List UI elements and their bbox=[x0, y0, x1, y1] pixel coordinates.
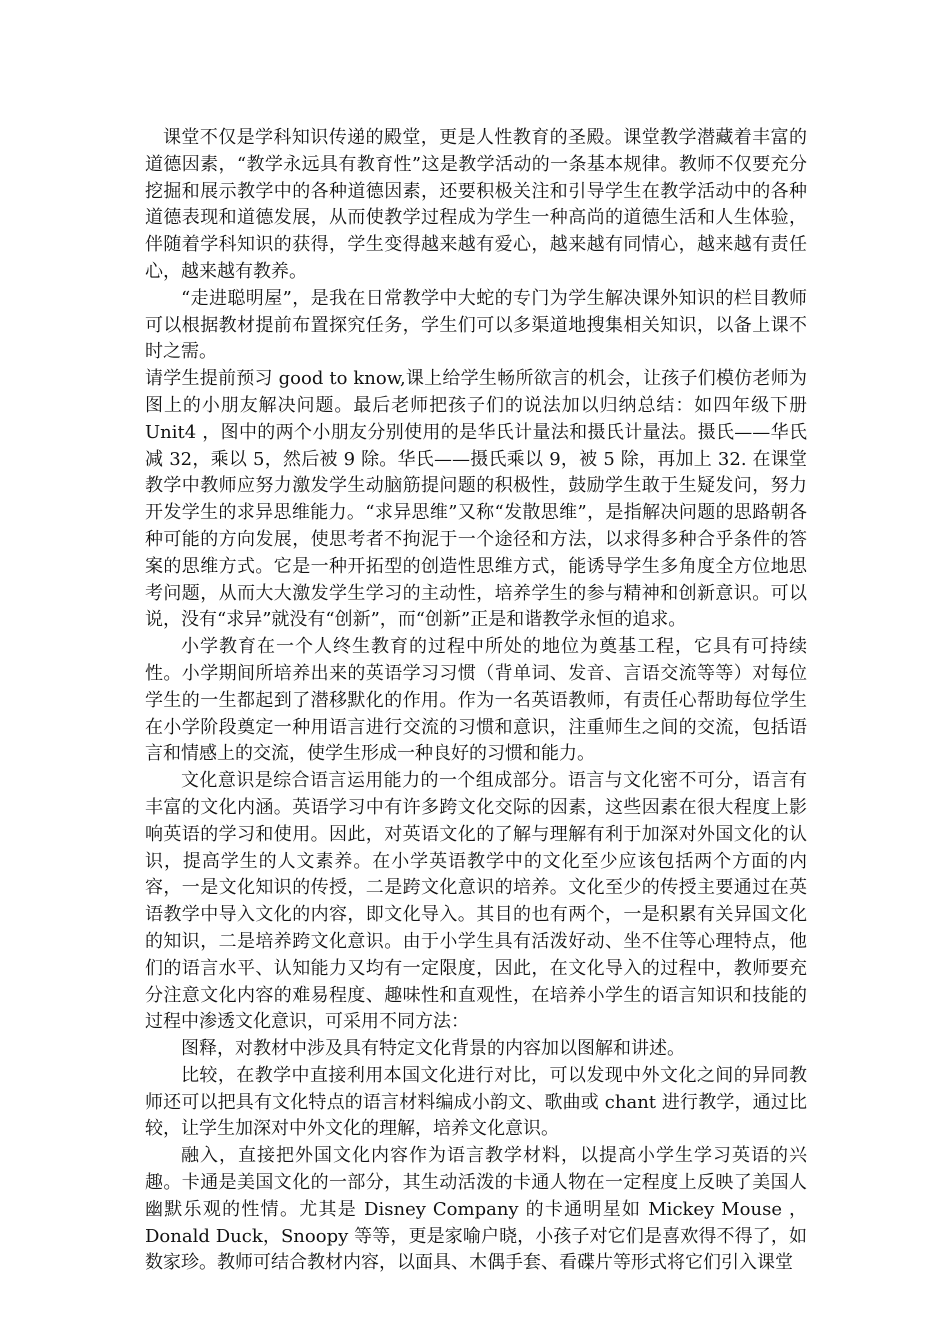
paragraph-comparison-method: 比较，在教学中直接利用本国文化进行对比，可以发现中外文化之间的异同教师还可以把具有文化特点的语言材料编成小韵文、歌曲或 chant 进行教学，通过比较，让学生加深对中外文化的理解，培养文化意识。 bbox=[145, 1064, 807, 1140]
paragraph-cultural-awareness: 文化意识是综合语言运用能力的一个组成部分。语言与文化密不可分，语言有丰富的文化内涵。英语学习中有许多跨文化交际的因素，这些因素在很大程度上影响英语的学习和使用。因此，对英语文化的了解与理解有利于加深对外国文化的认识，提高学生的人文素养。在小学英语教学中的文化至少应该包括两个方面的内容，一是文化知识的传授，二是跨文化意识的培养。文化至少的传授主要通过在英语教学中导入文化的内容，即文化导入。其目的也有两个，一是积累有关异国文化的知识，二是培养跨文化意识。由于小学生具有活泼好动、坐不住等心理特点，他们的语言水平、认知能力又均有一定限度，因此，在文化导入的过程中，教师要充分注意文化内容的难易程度、趣味性和直观性，在培养小学生的语言知识和技能的过程中渗透文化意识，可采用不同方法： bbox=[145, 770, 807, 1033]
paragraph-classroom-moral-education: 课堂不仅是学科知识传递的殿堂，更是人性教育的圣殿。课堂教学潜藏着丰富的道德因素，“教学永远具有教育性”这是教学活动的一条基本规律。教师不仅要充分挖掘和展示教学中的各种道德因素，还要积极关注和引导学生在教学活动中的各种道德表现和道德发展，从而使教学过程成为学生一种高尚的道德生活和人生体验，伴随着学科知识的获得，学生变得越来越有爱心，越来越有同情心，越来越有责任心，越来越有教养。 bbox=[145, 127, 807, 282]
paragraph-primary-education: 小学教育在一个人终生教育的过程中所处的地位为奠基工程，它具有可持续性。小学期间所培养出来的英语学习习惯（背单词、发音、言语交流等等）对每位学生的一生都起到了潜移默化的作用。作为一名英语教师，有责任心帮助每位学生在小学阶段奠定一种用语言进行交流的习惯和意识，注重师生之间的交流，包括语言和情感上的交流，使学生形成一种良好的习惯和能力。 bbox=[145, 636, 807, 765]
paragraph-illustration-method: 图释，对教材中涉及具有特定文化背景的内容加以图解和讲述。 bbox=[181, 1038, 685, 1060]
paragraph-good-to-know: 请学生提前预习 good to know,课上给学生畅所欲言的机会，让孩子们模仿老师为图上的小朋友解决问题。最后老师把孩子们的说法加以归纳总结：如四年级下册 Unit4 ，图中的两个小朋友分别使用的是华氏计量法和摄氏计量法。摄氏——华氏减 32，乘以 5，然后被 9 除。华氏——摄氏乘以 9，被 5 除，再加上 32. 在课堂教学中教师应努力激发学生动脑筋提问题的积极性，鼓励学生敢于生疑发问，努力开发学生的求异思维能力。“求异思维”又称“发散思维”，是指解决问题的思路朝各种可能的方向发展，使思考者不拘泥于一个途径和方法，以求得多种合乎条件的答案的思维方式。它是一种开拓型的创造性思维方式，能诱导学生多角度全方位地思考问题，从而大大激发学生学习的主动性，培养学生的参与精神和创新意识。可以说，没有“求异”就没有“创新”，而“创新”正是和谐教学永恒的追求。 bbox=[145, 368, 807, 631]
paragraph-smart-house-column: “走进聪明屋”，是我在日常教学中大蛇的专门为学生解决课外知识的栏目教师可以根据教材提前布置探究任务，学生们可以多渠道地搜集相关知识，以备上课不时之需。 bbox=[145, 287, 807, 363]
document-body bbox=[145, 125, 807, 1277]
paragraph-integration-method: 融入，直接把外国文化内容作为语言教学材料，以提高小学生学习英语的兴趣。卡通是美国文化的一部分，其生动活泼的卡通人物在一定程度上反映了美国人幽默乐观的性情。尤其是 Disney Company 的卡通明星如 Mickey Mouse ，Donald Duck，Snoopy 等等，更是家喻户晓，小孩子对它们是喜欢得不得了，如数家珍。教师可结合教材内容，以面具、木偶手套、看碟片等形式将它们引入课堂 bbox=[145, 1145, 807, 1274]
